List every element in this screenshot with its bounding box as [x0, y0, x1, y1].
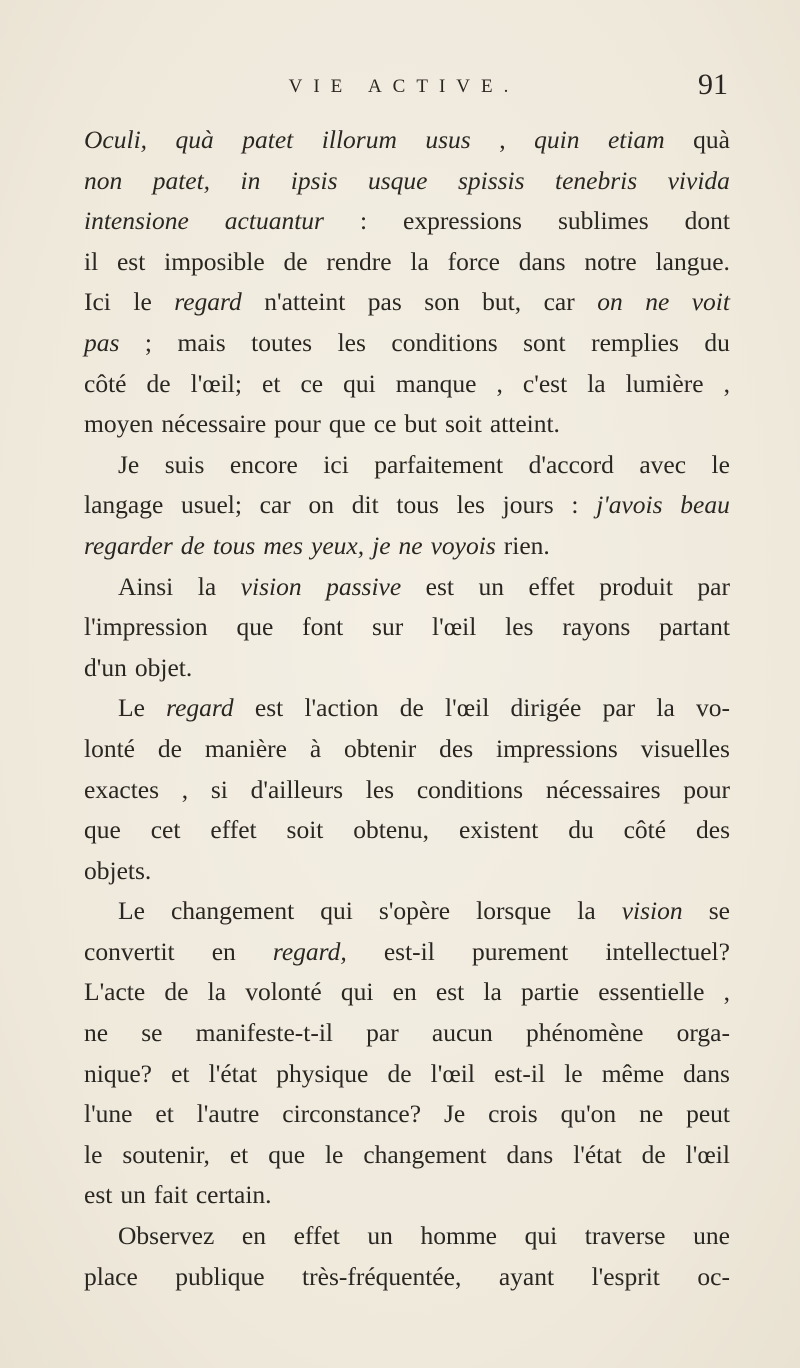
- text-line: [84, 242, 730, 283]
- word: regarder: [84, 530, 173, 560]
- word: atteint.: [489, 409, 560, 439]
- text-line: [84, 323, 730, 364]
- word: de: [180, 530, 205, 560]
- word: si: [210, 774, 228, 804]
- word: on: [597, 287, 623, 317]
- word: est: [84, 1180, 113, 1210]
- word: qui: [524, 1221, 558, 1251]
- word: voit: [691, 287, 730, 317]
- word: à: [309, 733, 322, 763]
- word: par: [366, 1018, 399, 1048]
- word: que: [84, 815, 121, 845]
- word: phénomène: [525, 1018, 644, 1048]
- text-line: [84, 526, 730, 567]
- text-line: [84, 567, 730, 608]
- word: partie: [520, 977, 580, 1007]
- word: rien.: [503, 530, 550, 560]
- word: l'œil: [432, 612, 477, 642]
- word: la: [197, 571, 217, 601]
- word: le: [84, 1139, 103, 1169]
- word: l'une: [84, 1099, 133, 1129]
- word: la: [207, 977, 227, 1007]
- word: conditions: [391, 327, 498, 357]
- word: la: [587, 368, 606, 398]
- word: j'avois: [596, 490, 663, 520]
- word: ne: [645, 287, 670, 317]
- word: notre: [584, 246, 637, 276]
- word: dirigée: [510, 693, 582, 723]
- word: ce: [300, 368, 324, 398]
- word: sont: [523, 327, 566, 357]
- word: patet,: [152, 165, 211, 195]
- word: très-fréquentée,: [302, 1261, 462, 1291]
- word: quin: [534, 125, 580, 154]
- word: essentielle: [598, 977, 705, 1007]
- word: l'état: [208, 1058, 258, 1088]
- word: ,: [723, 368, 730, 398]
- word: Je: [118, 449, 140, 479]
- word: que: [328, 409, 366, 439]
- text-line: [84, 891, 730, 932]
- text-line: [84, 485, 730, 526]
- word: avec: [639, 449, 687, 479]
- word: peut: [686, 1099, 730, 1129]
- word: objets.: [84, 855, 152, 885]
- word: l'œil;: [190, 368, 242, 398]
- word: Ici: [84, 287, 111, 317]
- text-line: [84, 1257, 730, 1298]
- word: d'un: [84, 652, 127, 682]
- word: moyen: [84, 409, 154, 439]
- word: objet.: [134, 652, 193, 682]
- word: vision: [240, 571, 302, 601]
- word: ipsis: [290, 165, 338, 195]
- word: c'est: [522, 368, 568, 398]
- text-line: [84, 810, 730, 851]
- word: usuel;: [181, 490, 242, 520]
- word: en: [211, 936, 236, 966]
- text-line: [84, 1216, 730, 1257]
- word: Le: [118, 896, 145, 926]
- word: d'accord: [528, 449, 614, 479]
- word: conditions: [416, 774, 524, 804]
- word: nique?: [84, 1058, 152, 1088]
- word: ,: [723, 977, 730, 1007]
- word: et: [262, 368, 281, 398]
- word: changement: [363, 1139, 487, 1169]
- word: la: [577, 896, 596, 926]
- word: rayons: [562, 612, 631, 642]
- word: ;: [144, 327, 153, 357]
- word: de: [157, 733, 182, 763]
- word: font: [302, 612, 344, 642]
- word: langue.: [655, 246, 730, 276]
- word: passive: [326, 571, 402, 601]
- word: L'acte: [84, 977, 146, 1007]
- word: volonté: [245, 977, 322, 1007]
- word: ,: [496, 368, 503, 398]
- word: yeux,: [311, 530, 365, 560]
- word: aucun: [431, 1018, 493, 1048]
- text-line: [84, 1135, 730, 1176]
- word: le: [133, 287, 152, 317]
- word: est: [116, 246, 146, 276]
- word: vivida: [667, 165, 730, 195]
- word: ne: [639, 1099, 664, 1129]
- word: toutes: [251, 327, 313, 357]
- word: par: [602, 693, 636, 723]
- text-line: [84, 445, 730, 486]
- word: traverse: [584, 1221, 666, 1251]
- page-header: [80, 68, 728, 116]
- word: côté: [84, 368, 127, 398]
- word: un: [367, 1221, 393, 1251]
- word: fait: [153, 1180, 188, 1210]
- word: but,: [482, 287, 522, 317]
- word: obtenir: [344, 733, 417, 763]
- word: de: [399, 693, 424, 723]
- word: publique: [175, 1261, 265, 1291]
- word: spissis: [457, 165, 525, 195]
- word: Ainsi: [118, 571, 174, 601]
- word: et: [155, 1099, 174, 1129]
- word: des: [439, 733, 474, 763]
- text-line: [84, 770, 730, 811]
- word: voyois: [430, 530, 496, 560]
- word: crois: [488, 1099, 538, 1129]
- word: langage: [84, 490, 164, 520]
- word: usus: [425, 125, 471, 154]
- word: est: [435, 977, 465, 1007]
- word: même: [601, 1058, 665, 1088]
- word: les: [505, 612, 534, 642]
- word: illorum: [321, 125, 397, 154]
- word: les: [337, 327, 366, 357]
- word: pas: [84, 327, 120, 357]
- word: est-il: [494, 1058, 546, 1088]
- word: encore: [229, 449, 298, 479]
- word: car: [543, 287, 575, 317]
- word: une: [693, 1221, 730, 1251]
- word: le: [711, 449, 730, 479]
- word: des: [696, 815, 730, 845]
- word: qui: [343, 368, 376, 398]
- word: quà: [175, 125, 214, 154]
- word: lonté: [84, 733, 135, 763]
- word: homme: [420, 1221, 497, 1251]
- word: de: [146, 368, 171, 398]
- word: d'ailleurs: [250, 774, 344, 804]
- word: visuelles: [640, 733, 730, 763]
- word: par: [697, 571, 730, 601]
- word: l'autre: [196, 1099, 260, 1129]
- word: usque: [368, 165, 428, 195]
- word: vision: [621, 896, 683, 926]
- text-line: [84, 120, 730, 161]
- text-line: [84, 161, 730, 202]
- word: oc-: [697, 1261, 730, 1291]
- word: l'impression: [84, 612, 208, 642]
- text-line: [84, 607, 730, 648]
- word: physique: [276, 1058, 369, 1088]
- word: suis: [164, 449, 205, 479]
- word: l'esprit: [591, 1261, 660, 1291]
- word: manière: [204, 733, 287, 763]
- word: la: [483, 977, 502, 1007]
- word: changement: [170, 896, 295, 926]
- word: existent: [458, 815, 539, 845]
- word: de: [283, 246, 308, 276]
- word: pour: [683, 774, 730, 804]
- text-line: [84, 364, 730, 405]
- word: les: [456, 490, 485, 520]
- word: effet: [528, 571, 575, 601]
- word: dans: [683, 1058, 730, 1088]
- word: que: [268, 1139, 306, 1169]
- word: produit: [599, 571, 673, 601]
- word: remplies: [591, 327, 679, 357]
- word: ayant: [498, 1261, 555, 1291]
- word: le: [324, 1139, 344, 1169]
- word: de: [387, 1058, 412, 1088]
- word: et: [171, 1058, 190, 1088]
- text-line: [84, 1013, 730, 1054]
- word: en: [241, 1221, 266, 1251]
- word: de: [641, 1139, 666, 1169]
- word: regard: [166, 693, 234, 723]
- word: certain.: [195, 1180, 272, 1210]
- word: le: [564, 1058, 583, 1088]
- word: nécessaire: [161, 409, 267, 439]
- word: en: [392, 977, 417, 1007]
- word: manque: [395, 368, 477, 398]
- word: regard: [174, 287, 242, 317]
- word: et: [229, 1139, 249, 1169]
- word: Le: [118, 693, 145, 723]
- word: ,: [181, 774, 189, 804]
- word: place: [84, 1261, 138, 1291]
- word: qu'on: [560, 1099, 617, 1129]
- word: but: [404, 409, 437, 439]
- text-line: [84, 648, 730, 689]
- word: manifeste-t-il: [195, 1018, 334, 1048]
- word: est: [254, 693, 284, 723]
- word: du: [704, 327, 730, 357]
- word: ce: [373, 409, 397, 439]
- word: sublimes: [557, 206, 649, 236]
- word: dans: [518, 246, 566, 276]
- word: expressions: [403, 206, 522, 236]
- word: du: [568, 815, 594, 845]
- word: de: [164, 977, 189, 1007]
- word: car: [259, 490, 291, 520]
- word: lumière: [625, 368, 704, 398]
- word: sur: [372, 612, 404, 642]
- word: vo-: [696, 693, 730, 723]
- word: soutenir,: [122, 1139, 210, 1169]
- word: convertit: [84, 936, 175, 966]
- word: mais: [177, 327, 226, 357]
- word: rendre: [326, 246, 392, 276]
- word: l'état: [573, 1139, 622, 1169]
- word: que: [236, 612, 274, 642]
- word: les: [365, 774, 395, 804]
- text-line: [84, 201, 730, 242]
- word: ici: [323, 449, 349, 479]
- word: intensione: [84, 206, 189, 236]
- word: parfaitement: [374, 449, 504, 479]
- word: force: [447, 246, 500, 276]
- word: l'action: [304, 693, 379, 723]
- word: s'opère: [378, 896, 451, 926]
- word: cet: [150, 815, 181, 845]
- word: impressions: [496, 733, 618, 763]
- word: se: [141, 1018, 163, 1048]
- running-head: VIE ACTIVE.: [288, 76, 520, 97]
- word: nécessaires: [545, 774, 661, 804]
- word: patet: [242, 125, 294, 154]
- text-line: [84, 1175, 730, 1216]
- word: dans: [506, 1139, 554, 1169]
- word: lorsque: [476, 896, 552, 926]
- word: la: [656, 693, 675, 723]
- word: n'atteint: [264, 287, 346, 317]
- word: circonstance?: [282, 1099, 422, 1129]
- word: Oculi,: [84, 125, 148, 154]
- word: tous: [212, 530, 256, 560]
- word: dit: [351, 490, 379, 520]
- word: ,: [499, 125, 506, 154]
- word: est-il: [383, 936, 435, 966]
- word: tous: [396, 490, 439, 520]
- text-line: [84, 1094, 730, 1135]
- word: Je: [443, 1099, 466, 1129]
- word: pour: [274, 409, 321, 439]
- text-line: [84, 851, 730, 892]
- word: l'œil: [685, 1139, 730, 1169]
- word: intellectuel?: [605, 936, 730, 966]
- word: regard,: [272, 936, 347, 966]
- word: l'œil: [445, 693, 490, 723]
- word: pas: [367, 287, 402, 317]
- word: exactes: [84, 774, 160, 804]
- text-line: [84, 282, 730, 323]
- word: orga-: [676, 1018, 730, 1048]
- word: mes: [263, 530, 304, 560]
- word: je: [372, 530, 391, 560]
- word: ne: [84, 1018, 109, 1048]
- word: dont: [684, 206, 730, 236]
- text-line: [84, 932, 730, 973]
- word: soit: [444, 409, 482, 439]
- word: son: [424, 287, 460, 317]
- word: tenebris: [555, 165, 638, 195]
- word: quà: [693, 125, 730, 154]
- word: obtenu,: [353, 815, 430, 845]
- text-line: [84, 1054, 730, 1095]
- body-text: [84, 120, 730, 1297]
- word: actuantur: [224, 206, 324, 236]
- word: in: [240, 165, 261, 195]
- word: côté: [623, 815, 667, 845]
- word: beau: [680, 490, 730, 520]
- word: se: [708, 896, 730, 926]
- word: ne: [398, 530, 423, 560]
- word: un: [478, 571, 504, 601]
- word: imposible: [164, 246, 265, 276]
- page-number: 91: [698, 68, 728, 101]
- word: qui: [340, 977, 374, 1007]
- word: etiam: [607, 125, 665, 154]
- word: soit: [286, 815, 324, 845]
- word: la: [410, 246, 429, 276]
- word: purement: [471, 936, 569, 966]
- word: :: [571, 490, 579, 520]
- word: non: [84, 165, 123, 195]
- text-line: [84, 972, 730, 1013]
- word: est: [425, 571, 454, 601]
- word: on: [308, 490, 335, 520]
- word: :: [359, 206, 368, 236]
- text-line: [84, 404, 730, 445]
- word: l'œil: [430, 1058, 475, 1088]
- word: il: [84, 246, 99, 276]
- word: jours: [502, 490, 554, 520]
- word: un: [120, 1180, 146, 1210]
- word: partant: [659, 612, 730, 642]
- word: qui: [320, 896, 353, 926]
- word: effet: [293, 1221, 340, 1251]
- text-line: [84, 729, 730, 770]
- text-line: [84, 688, 730, 729]
- word: Observez: [118, 1221, 215, 1251]
- word: effet: [210, 815, 257, 845]
